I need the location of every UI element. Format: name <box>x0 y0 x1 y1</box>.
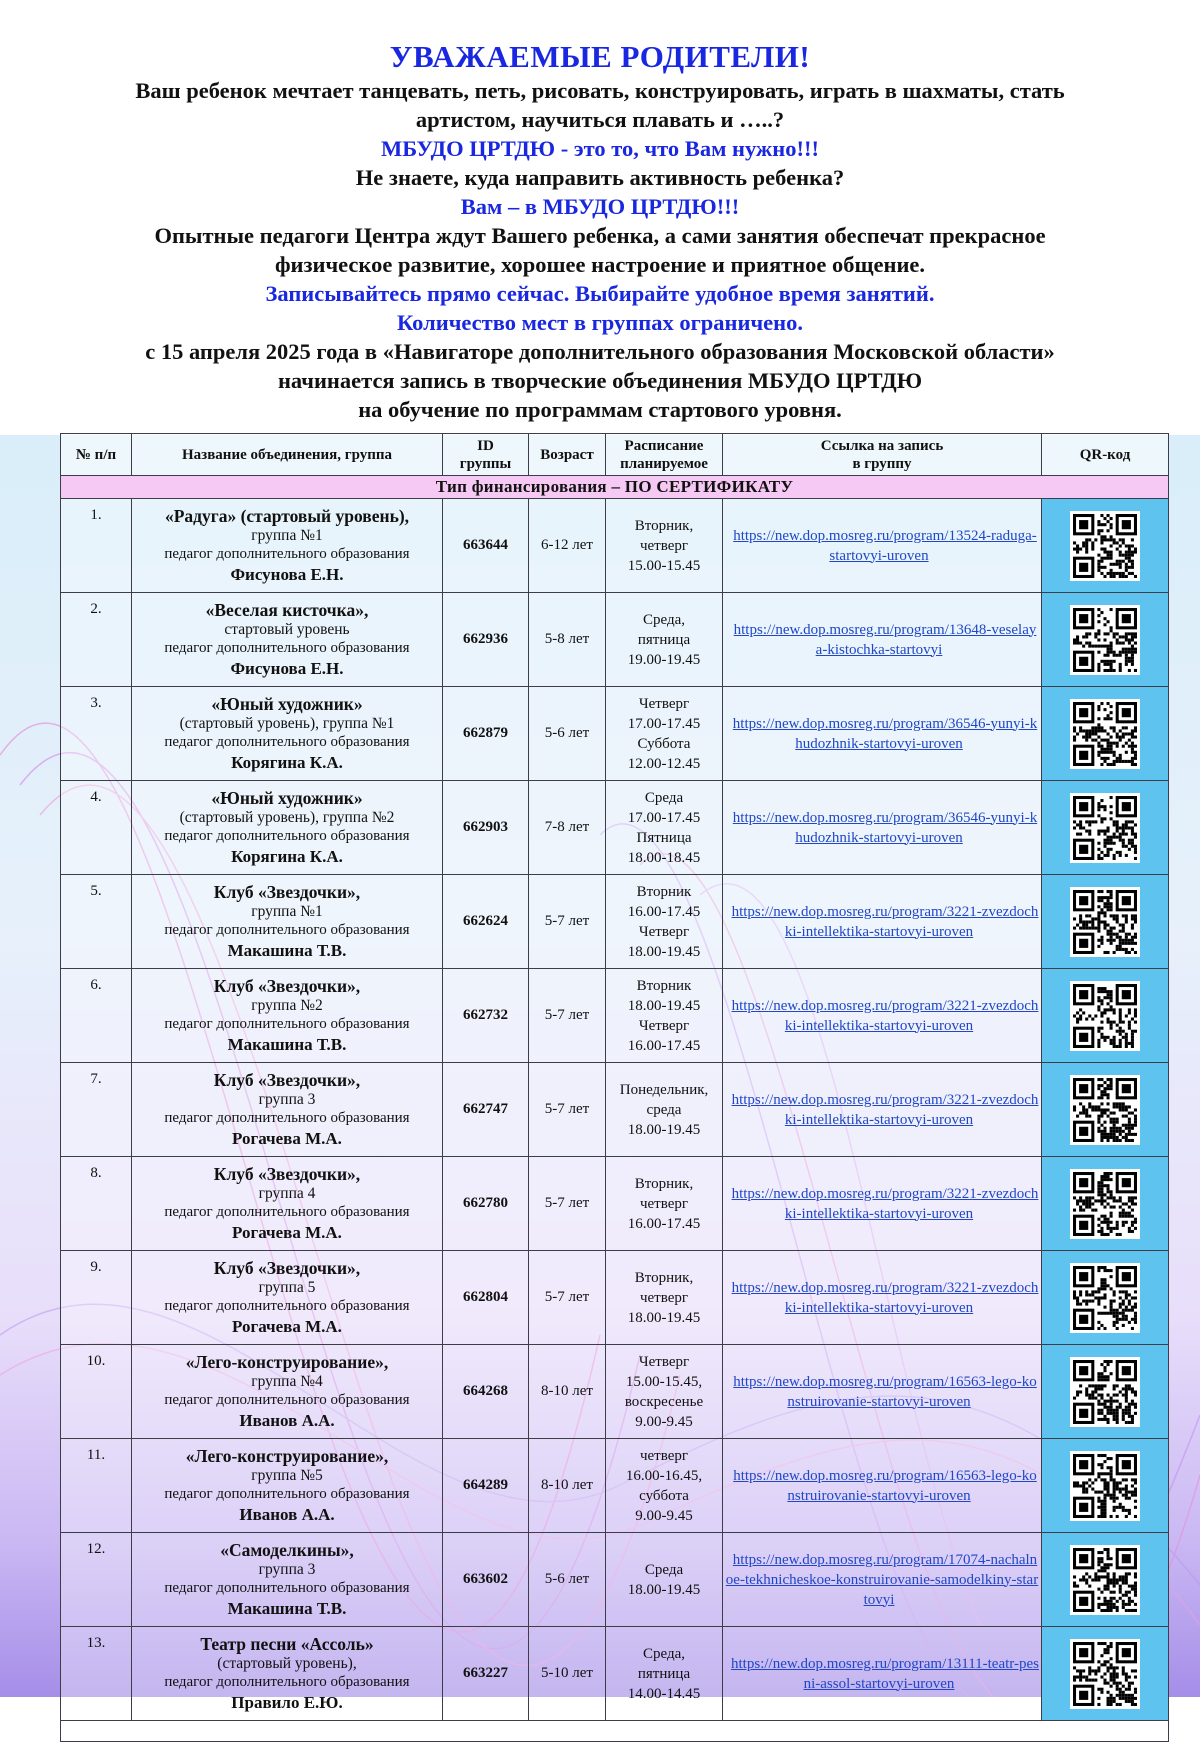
intro-line-2: артистом, научиться плавать и …..? <box>415 107 785 132</box>
schedule-line: 18.00-19.45 <box>627 943 701 960</box>
schedule-line: Понедельник, <box>619 1081 709 1098</box>
schedule-line: Вторник, <box>634 517 694 534</box>
intro-line-7: физическое развитие, хорошее настроение и приятное общение. <box>274 252 926 277</box>
teacher-role: педагог дополнительного образования <box>164 640 410 656</box>
teacher-name: Корягина К.А. <box>231 847 343 866</box>
schedule-line: 17.00-17.45 <box>627 715 701 732</box>
table-row <box>61 1063 1169 1157</box>
row-number: 12. <box>61 1533 132 1627</box>
qr-cell <box>1042 1439 1169 1533</box>
schedule-line: 16.00-17.45 <box>627 1037 701 1054</box>
col-header-schedule: Расписание планируемое <box>606 434 723 476</box>
table-row <box>61 499 1169 593</box>
table-empty-row <box>61 1721 1169 1742</box>
qr-cell <box>1042 499 1169 593</box>
enroll-link[interactable]: https://new.dop.mosreg.ru/program/17074-nachalnoe-tekhnicheskoe-konstruirovanie-samodelkiny-startovyi <box>725 1551 1039 1608</box>
teacher-name: Фисунова Е.Н. <box>230 659 344 678</box>
row-number: 1. <box>61 499 132 593</box>
schedule-line: 16.00-16.45, <box>625 1467 703 1484</box>
enroll-link[interactable]: https://new.dop.mosreg.ru/program/3221-zvezdochki-intellektika-startovyi-uroven <box>731 1279 1039 1316</box>
program-group: группа №5 <box>251 1467 323 1484</box>
program-title: Клуб «Звездочки», <box>213 976 361 996</box>
age-range: 5-7 лет <box>529 875 606 969</box>
programs-table <box>60 433 1169 1742</box>
teacher-role: педагог дополнительного образования <box>164 546 410 562</box>
teacher-role: педагог дополнительного образования <box>164 1580 410 1596</box>
program-name-cell <box>132 969 443 1063</box>
intro-line-10: с 15 апреля 2025 года в «Навигаторе дополнительного образования Московской области» <box>145 339 1055 364</box>
program-name-cell <box>132 1439 443 1533</box>
table-row <box>61 969 1169 1063</box>
link-cell <box>723 875 1042 969</box>
age-range: 8-10 лет <box>529 1345 606 1439</box>
qr-cell <box>1042 1251 1169 1345</box>
link-cell <box>723 1627 1042 1721</box>
group-id: 662732 <box>443 969 529 1063</box>
program-title: «Юный художник» <box>211 694 363 714</box>
enroll-link[interactable]: https://new.dop.mosreg.ru/program/3221-zvezdochki-intellektika-startovyi-uroven <box>731 1185 1039 1222</box>
enroll-link[interactable]: https://new.dop.mosreg.ru/program/3221-zvezdochki-intellektika-startovyi-uroven <box>731 997 1039 1034</box>
qr-cell <box>1042 593 1169 687</box>
table-row <box>61 1439 1169 1533</box>
qr-cell <box>1042 781 1169 875</box>
group-id: 663602 <box>443 1533 529 1627</box>
qr-code-icon[interactable] <box>1070 887 1140 957</box>
qr-code-icon[interactable] <box>1070 981 1140 1051</box>
teacher-name: Рогачева М.А. <box>232 1129 342 1148</box>
table-row <box>61 875 1169 969</box>
age-range: 8-10 лет <box>529 1439 606 1533</box>
link-cell <box>723 1439 1042 1533</box>
group-id: 662936 <box>443 593 529 687</box>
qr-code-icon[interactable] <box>1070 1169 1140 1239</box>
group-id: 664268 <box>443 1345 529 1439</box>
program-title: Клуб «Звездочки», <box>213 882 361 902</box>
schedule-line: 16.00-17.45 <box>627 903 701 920</box>
program-group: (стартовый уровень), <box>217 1655 357 1672</box>
program-name-cell <box>132 593 443 687</box>
schedule-line: 12.00-12.45 <box>627 755 701 772</box>
schedule-cell <box>606 969 723 1063</box>
qr-cell <box>1042 1063 1169 1157</box>
schedule-line: Четверг <box>638 923 690 940</box>
table-row <box>61 1345 1169 1439</box>
table-row <box>61 1251 1169 1345</box>
link-cell <box>723 969 1042 1063</box>
schedule-line: Вторник <box>636 883 692 900</box>
link-cell <box>723 593 1042 687</box>
qr-cell <box>1042 1157 1169 1251</box>
row-number: 11. <box>61 1439 132 1533</box>
col-header-num: № п/п <box>61 434 132 476</box>
schedule-line: 17.00-17.45 <box>627 809 701 826</box>
table-row <box>61 781 1169 875</box>
schedule-line: четверг <box>639 1289 689 1306</box>
program-title: «Юный художник» <box>211 788 363 808</box>
schedule-cell <box>606 875 723 969</box>
enroll-link[interactable]: https://new.dop.mosreg.ru/program/16563-lego-konstruirovanie-startovyi-uroven <box>733 1373 1037 1410</box>
programs-table-wrapper <box>60 433 1168 1742</box>
schedule-line: суббота <box>639 1487 689 1504</box>
row-number: 6. <box>61 969 132 1063</box>
intro-line-5: Вам – в МБУДО ЦРТДЮ!!! <box>460 194 740 219</box>
intro-line-8: Записывайтесь прямо сейчас. Выбирайте удобное время занятий. <box>265 281 935 306</box>
schedule-line: Вторник <box>636 977 692 994</box>
schedule-cell <box>606 687 723 781</box>
row-number: 5. <box>61 875 132 969</box>
schedule-cell <box>606 1533 723 1627</box>
teacher-role: педагог дополнительного образования <box>164 734 410 750</box>
schedule-cell <box>606 499 723 593</box>
program-group: группа 3 <box>258 1091 316 1108</box>
group-id: 663644 <box>443 499 529 593</box>
program-title: Клуб «Звездочки», <box>213 1164 361 1184</box>
teacher-role: педагог дополнительного образования <box>164 1298 410 1314</box>
announcement-header <box>0 0 1200 424</box>
schedule-cell <box>606 781 723 875</box>
teacher-name: Рогачева М.А. <box>232 1317 342 1336</box>
link-cell <box>723 1345 1042 1439</box>
qr-code-icon[interactable] <box>1070 1639 1140 1709</box>
teacher-name: Макашина Т.В. <box>227 1599 347 1618</box>
teacher-name: Иванов А.А. <box>239 1505 335 1524</box>
table-row <box>61 1157 1169 1251</box>
teacher-role: педагог дополнительного образования <box>164 1674 410 1690</box>
schedule-cell <box>606 1345 723 1439</box>
teacher-role: педагог дополнительного образования <box>164 828 410 844</box>
intro-line-11: начинается запись в творческие объединения МБУДО ЦРТДЮ <box>277 368 923 393</box>
program-group: (стартовый уровень), группа №2 <box>179 809 395 826</box>
program-group: стартовый уровень <box>224 621 350 638</box>
row-number: 9. <box>61 1251 132 1345</box>
empty-cell <box>61 1721 1169 1742</box>
link-cell <box>723 1533 1042 1627</box>
row-number: 2. <box>61 593 132 687</box>
link-cell <box>723 1157 1042 1251</box>
program-name-cell <box>132 499 443 593</box>
program-name-cell <box>132 1063 443 1157</box>
program-name-cell <box>132 1345 443 1439</box>
program-name-cell <box>132 687 443 781</box>
schedule-line: 18.00-19.45 <box>627 997 701 1014</box>
qr-code-icon[interactable] <box>1070 1263 1140 1333</box>
col-header-name: Название объединения, группа <box>132 434 443 476</box>
age-range: 7-8 лет <box>529 781 606 875</box>
age-range: 5-7 лет <box>529 1157 606 1251</box>
intro-line-1: Ваш ребенок мечтает танцевать, петь, рисовать, конструировать, играть в шахматы, стать <box>135 78 1065 103</box>
qr-code-icon[interactable] <box>1070 699 1140 769</box>
program-group: группа 3 <box>258 1561 316 1578</box>
schedule-line: Среда <box>644 1561 684 1578</box>
qr-cell <box>1042 969 1169 1063</box>
row-number: 8. <box>61 1157 132 1251</box>
col-header-age: Возраст <box>529 434 606 476</box>
schedule-line: 15.00-15.45, <box>625 1373 703 1390</box>
schedule-cell <box>606 1063 723 1157</box>
row-number: 10. <box>61 1345 132 1439</box>
page-title: УВАЖАЕМЫЕ РОДИТЕЛИ! <box>389 39 811 74</box>
schedule-line: четверг <box>639 1447 689 1464</box>
group-id: 663227 <box>443 1627 529 1721</box>
schedule-cell <box>606 1251 723 1345</box>
enroll-link[interactable]: https://new.dop.mosreg.ru/program/16563-lego-konstruirovanie-startovyi-uroven <box>733 1467 1037 1504</box>
teacher-role: педагог дополнительного образования <box>164 1204 410 1220</box>
col-header-id: ID группы <box>443 434 529 476</box>
schedule-line: 9.00-9.45 <box>635 1507 693 1524</box>
link-cell <box>723 1063 1042 1157</box>
link-cell <box>723 499 1042 593</box>
schedule-line: Суббота <box>637 735 691 752</box>
age-range: 5-7 лет <box>529 1063 606 1157</box>
qr-cell <box>1042 875 1169 969</box>
program-name-cell <box>132 875 443 969</box>
financing-type-label: Тип финансирования – ПО СЕРТИФИКАТУ <box>61 476 1169 499</box>
schedule-line: воскресенье <box>624 1393 704 1410</box>
qr-code-icon[interactable] <box>1070 1075 1140 1145</box>
program-group: группа №1 <box>251 903 323 920</box>
group-id: 662624 <box>443 875 529 969</box>
teacher-name: Корягина К.А. <box>231 753 343 772</box>
teacher-name: Иванов А.А. <box>239 1411 335 1430</box>
program-title: Театр песни «Ассоль» <box>200 1634 374 1654</box>
row-number: 3. <box>61 687 132 781</box>
age-range: 5-6 лет <box>529 687 606 781</box>
qr-code-icon[interactable] <box>1070 1451 1140 1521</box>
group-id: 662747 <box>443 1063 529 1157</box>
intro-line-4: Не знаете, куда направить активность ребенка? <box>355 165 845 190</box>
enroll-link[interactable]: https://new.dop.mosreg.ru/program/13648-veselaya-kistochka-startovyi <box>733 621 1037 658</box>
program-group: группа 5 <box>258 1279 316 1296</box>
financing-row <box>61 476 1169 499</box>
program-title: «Самоделкины», <box>220 1540 354 1560</box>
schedule-line: пятница <box>637 1665 691 1682</box>
schedule-line: 9.00-9.45 <box>635 1413 693 1430</box>
qr-code-icon[interactable] <box>1070 511 1140 581</box>
group-id: 662804 <box>443 1251 529 1345</box>
group-id: 662879 <box>443 687 529 781</box>
qr-cell <box>1042 1345 1169 1439</box>
teacher-role: педагог дополнительного образования <box>164 922 410 938</box>
qr-cell <box>1042 687 1169 781</box>
enroll-link[interactable]: https://new.dop.mosreg.ru/program/3221-zvezdochki-intellektika-startovyi-uroven <box>731 903 1039 940</box>
program-name-cell <box>132 781 443 875</box>
intro-line-6: Опытные педагоги Центра ждут Вашего ребенка, а сами занятия обеспечат прекрасное <box>154 223 1046 248</box>
group-id: 662903 <box>443 781 529 875</box>
program-group: группа 4 <box>258 1185 316 1202</box>
qr-code-icon[interactable] <box>1070 605 1140 675</box>
link-cell <box>723 781 1042 875</box>
col-header-link: Ссылка на запись в группу <box>723 434 1042 476</box>
program-group: группа №2 <box>251 997 323 1014</box>
link-cell <box>723 687 1042 781</box>
program-name-cell <box>132 1251 443 1345</box>
enroll-link[interactable]: https://new.dop.mosreg.ru/program/13524-raduga-startovyi-uroven <box>733 527 1037 564</box>
schedule-line: Вторник, <box>634 1269 694 1286</box>
teacher-role: педагог дополнительного образования <box>164 1016 410 1032</box>
schedule-line: 14.00-14.45 <box>627 1685 701 1702</box>
age-range: 6-12 лет <box>529 499 606 593</box>
program-group: группа №4 <box>251 1373 323 1390</box>
schedule-line: Пятница <box>636 829 692 846</box>
teacher-name: Рогачева М.А. <box>232 1223 342 1242</box>
teacher-role: педагог дополнительного образования <box>164 1110 410 1126</box>
program-title: «Лего-конструирование», <box>185 1446 389 1466</box>
age-range: 5-10 лет <box>529 1627 606 1721</box>
schedule-line: 19.00-19.45 <box>627 651 701 668</box>
teacher-role: педагог дополнительного образования <box>164 1392 410 1408</box>
qr-code-icon[interactable] <box>1070 793 1140 863</box>
row-number: 13. <box>61 1627 132 1721</box>
schedule-line: 16.00-17.45 <box>627 1215 701 1232</box>
program-title: «Лего-конструирование», <box>185 1352 389 1372</box>
program-group: (стартовый уровень), группа №1 <box>179 715 395 732</box>
qr-cell <box>1042 1533 1169 1627</box>
schedule-line: Среда <box>644 789 684 806</box>
qr-code-icon[interactable] <box>1070 1545 1140 1615</box>
program-title: «Радуга» (стартовый уровень), <box>164 506 410 526</box>
schedule-cell <box>606 1627 723 1721</box>
program-name-cell <box>132 1157 443 1251</box>
enroll-link[interactable]: https://new.dop.mosreg.ru/program/3221-zvezdochki-intellektika-startovyi-uroven <box>731 1091 1039 1128</box>
schedule-line: 15.00-15.45 <box>627 557 701 574</box>
intro-line-9: Количество мест в группах ограничено. <box>396 310 804 335</box>
program-name-cell <box>132 1627 443 1721</box>
table-row <box>61 593 1169 687</box>
intro-line-3: МБУДО ЦРТДЮ - это то, что Вам нужно!!! <box>381 136 819 161</box>
schedule-line: Четверг <box>638 1353 690 1370</box>
schedule-line: 18.00-18.45 <box>627 849 701 866</box>
schedule-line: Четверг <box>638 695 690 712</box>
schedule-line: 18.00-19.45 <box>627 1309 701 1326</box>
enroll-link[interactable]: https://new.dop.mosreg.ru/program/36546-yunyi-khudozhnik-startovyi-uroven <box>732 715 1038 752</box>
program-name-cell <box>132 1533 443 1627</box>
table-row <box>61 1533 1169 1627</box>
qr-code-icon[interactable] <box>1070 1357 1140 1427</box>
col-header-qr: QR-код <box>1042 434 1169 476</box>
enroll-link[interactable]: https://new.dop.mosreg.ru/program/13111-teatr-pesni-assol-startovyi-uroven <box>731 1655 1039 1692</box>
program-title: Клуб «Звездочки», <box>213 1070 361 1090</box>
program-group: группа №1 <box>251 527 323 544</box>
schedule-line: Среда, <box>642 611 685 628</box>
link-cell <box>723 1251 1042 1345</box>
table-row <box>61 1627 1169 1721</box>
enroll-link[interactable]: https://new.dop.mosreg.ru/program/36546-yunyi-khudozhnik-startovyi-uroven <box>732 809 1038 846</box>
group-id: 664289 <box>443 1439 529 1533</box>
schedule-line: 18.00-19.45 <box>627 1121 701 1138</box>
schedule-line: четверг <box>639 1195 689 1212</box>
row-number: 4. <box>61 781 132 875</box>
program-title: Клуб «Звездочки», <box>213 1258 361 1278</box>
teacher-name: Макашина Т.В. <box>227 941 347 960</box>
intro-line-12: на обучение по программам стартового уровня. <box>358 397 842 422</box>
teacher-role: педагог дополнительного образования <box>164 1486 410 1502</box>
age-range: 5-8 лет <box>529 593 606 687</box>
schedule-line: четверг <box>639 537 689 554</box>
table-row <box>61 687 1169 781</box>
teacher-name: Правило Е.Ю. <box>231 1693 343 1712</box>
age-range: 5-6 лет <box>529 1533 606 1627</box>
schedule-cell <box>606 593 723 687</box>
schedule-line: Четверг <box>638 1017 690 1034</box>
schedule-line: пятница <box>637 631 691 648</box>
group-id: 662780 <box>443 1157 529 1251</box>
schedule-cell <box>606 1439 723 1533</box>
teacher-name: Макашина Т.В. <box>227 1035 347 1054</box>
schedule-line: 18.00-19.45 <box>627 1581 701 1598</box>
table-header-row <box>61 434 1169 476</box>
program-title: «Веселая кисточка», <box>205 600 369 620</box>
schedule-line: Вторник, <box>634 1175 694 1192</box>
row-number: 7. <box>61 1063 132 1157</box>
schedule-line: среда <box>646 1101 682 1118</box>
age-range: 5-7 лет <box>529 1251 606 1345</box>
teacher-name: Фисунова Е.Н. <box>230 565 344 584</box>
schedule-cell <box>606 1157 723 1251</box>
age-range: 5-7 лет <box>529 969 606 1063</box>
schedule-line: Среда, <box>642 1645 685 1662</box>
qr-cell <box>1042 1627 1169 1721</box>
